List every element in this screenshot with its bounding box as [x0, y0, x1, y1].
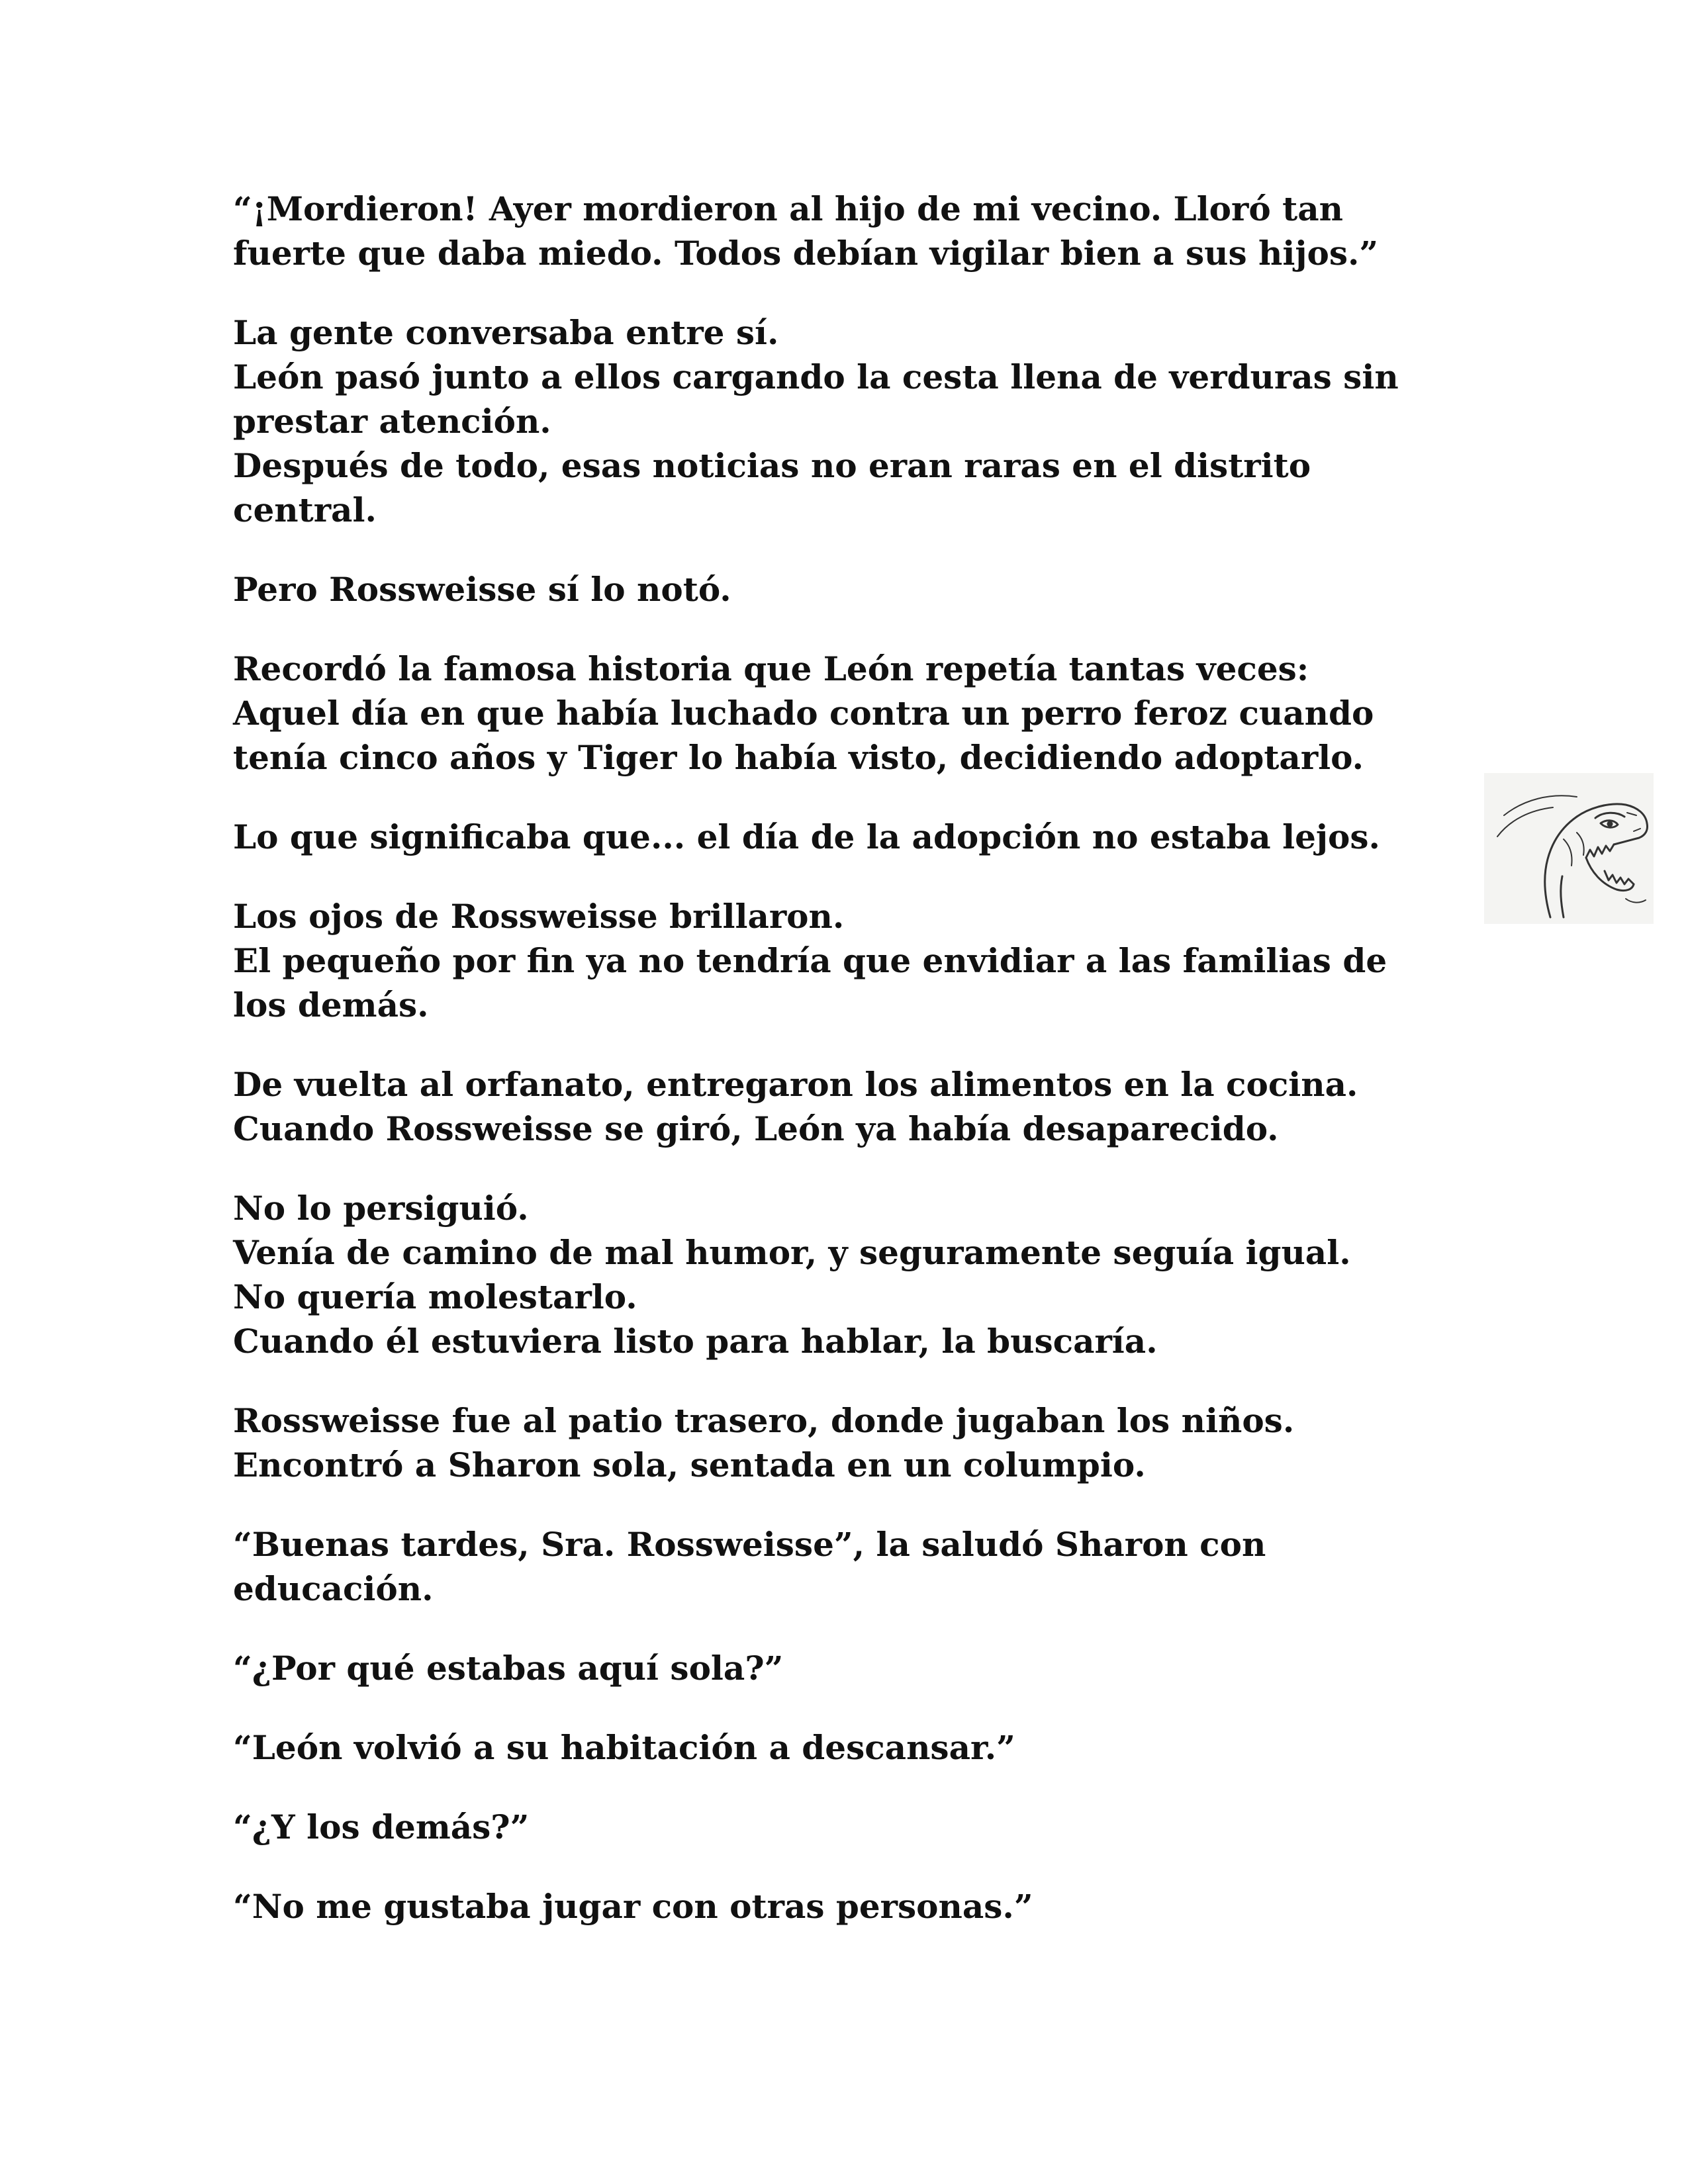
text-line: León pasó junto a ellos cargando la cesta llena de verduras sin: [233, 357, 1399, 396]
paragraph: [233, 1062, 1491, 1151]
text-line: Lo que significaba que... el día de la adopción no estaba lejos.: [233, 817, 1380, 856]
text-line: Recordó la famosa historia que León repetía tantas veces:: [233, 649, 1309, 688]
paragraph: [233, 1522, 1491, 1611]
text-line: “Buenas tardes, Sra. Rossweisse”, la saludó Sharon con: [233, 1525, 1266, 1564]
text-line: Pero Rossweisse sí lo notó.: [233, 570, 731, 609]
paragraph: [233, 647, 1491, 780]
text-line: educación.: [233, 1569, 434, 1608]
text-line: No quería molestarlo.: [233, 1277, 637, 1316]
text-line: Rossweisse fue al patio trasero, donde jugaban los niños.: [233, 1401, 1295, 1440]
text-line: prestar atención.: [233, 402, 551, 441]
text-line: central.: [233, 490, 377, 529]
text-line: Cuando él estuviera listo para hablar, la buscaría.: [233, 1322, 1158, 1361]
paragraph: [233, 1646, 1491, 1690]
paragraph: [233, 187, 1491, 275]
story-text: [233, 187, 1491, 1964]
paragraph: [233, 1805, 1491, 1849]
text-line: “¡Mordieron! Ayer mordieron al hijo de mi vecino. Lloró tan: [233, 189, 1343, 228]
text-line: los demás.: [233, 985, 429, 1024]
text-line: “León volvió a su habitación a descansar.”: [233, 1728, 1015, 1767]
text-line: La gente conversaba entre sí.: [233, 313, 779, 352]
text-line: No lo persiguió.: [233, 1189, 529, 1228]
text-line: fuerte que daba miedo. Todos debían vigilar bien a sus hijos.”: [233, 234, 1379, 273]
text-line: Los ojos de Rossweisse brillaron.: [233, 897, 845, 936]
paragraph: [233, 1398, 1491, 1487]
text-line: “¿Y los demás?”: [233, 1807, 530, 1846]
paragraph: [233, 1186, 1491, 1363]
paragraph: [233, 1884, 1491, 1929]
text-line: “No me gustaba jugar con otras personas.”: [233, 1887, 1033, 1926]
text-line: Después de todo, esas noticias no eran raras en el distrito: [233, 446, 1311, 485]
paragraph: [233, 815, 1491, 859]
text-line: Encontró a Sharon sola, sentada en un columpio.: [233, 1445, 1146, 1484]
text-line: El pequeño por fin ya no tendría que envidiar a las familias de: [233, 941, 1387, 980]
text-line: Cuando Rossweisse se giró, León ya había desaparecido.: [233, 1109, 1279, 1148]
text-line: De vuelta al orfanato, entregaron los alimentos en la cocina.: [233, 1065, 1358, 1104]
paragraph: [233, 894, 1491, 1027]
text-line: Venía de camino de mal humor, y seguramente seguía igual.: [233, 1233, 1351, 1272]
text-line: Aquel día en que había luchado contra un perro feroz cuando: [233, 694, 1374, 733]
paragraph: [233, 567, 1491, 612]
text-line: “¿Por qué estabas aquí sola?”: [233, 1649, 784, 1688]
paragraph: [233, 1725, 1491, 1770]
dinosaur-head-sketch-icon: [1484, 773, 1654, 924]
paragraph: [233, 310, 1491, 532]
text-line: tenía cinco años y Tiger lo había visto, decidiendo adoptarlo.: [233, 738, 1364, 777]
